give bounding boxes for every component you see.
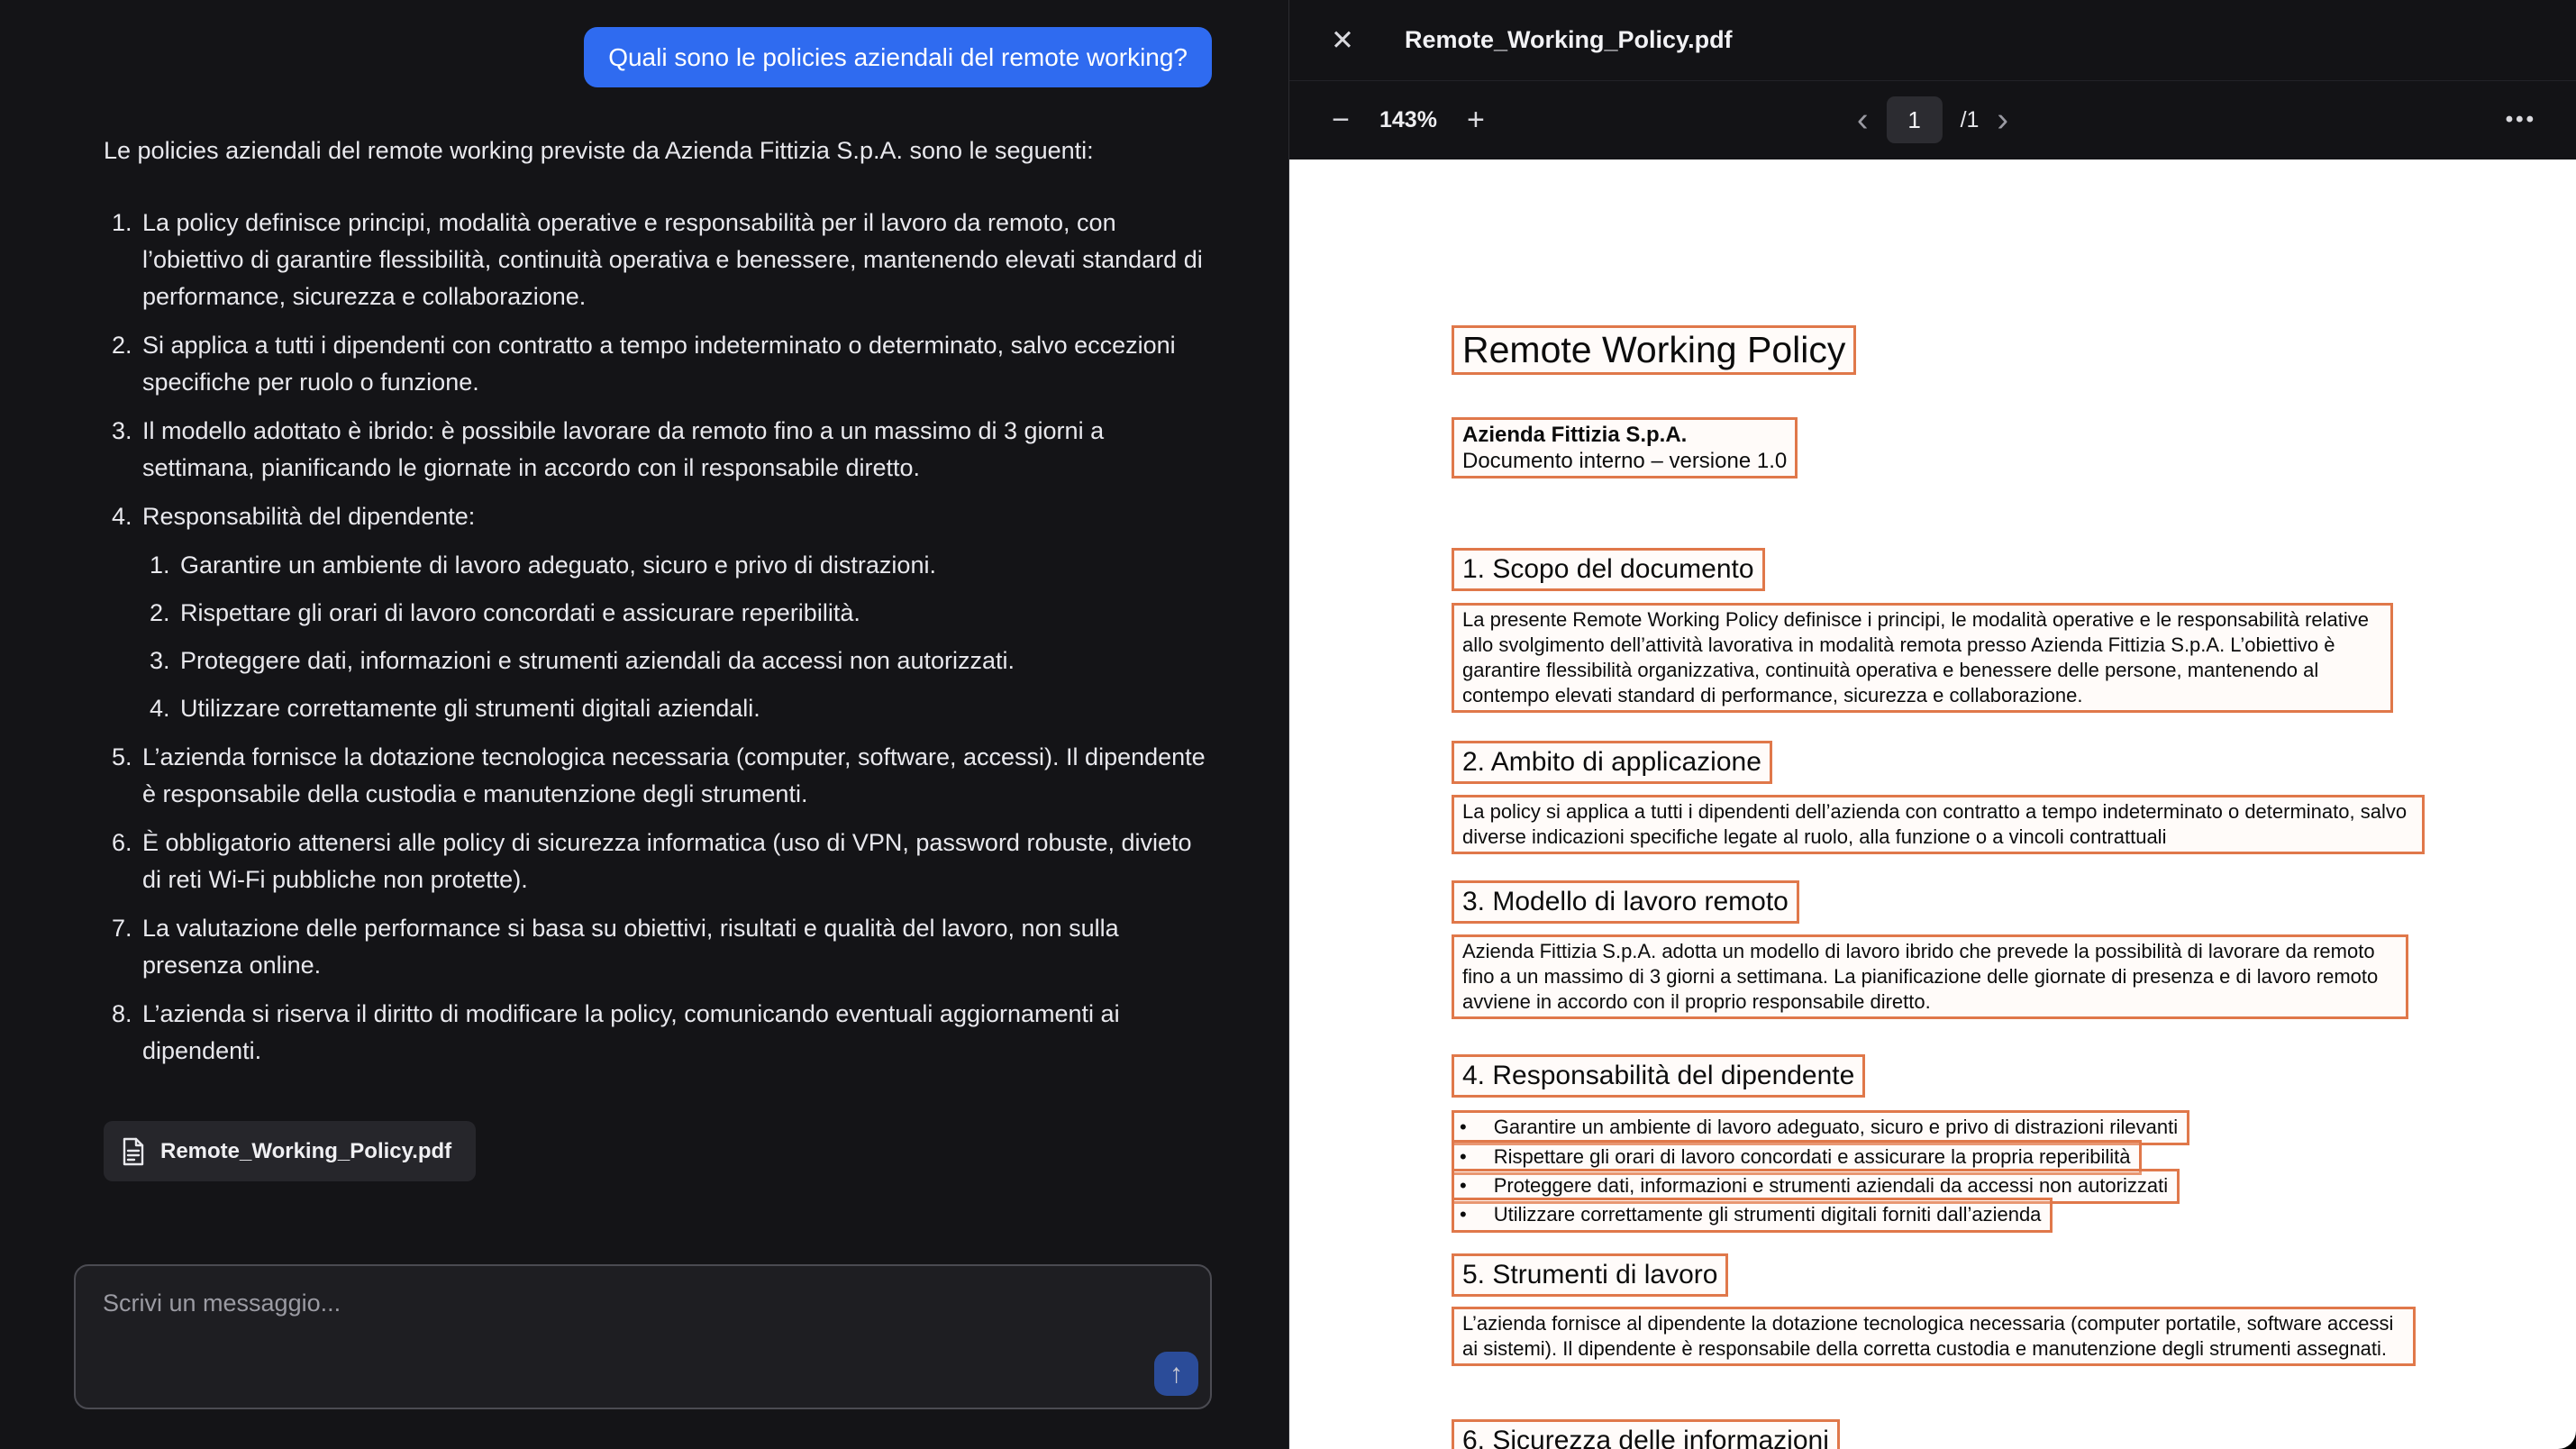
section-body: La policy si applica a tutti i dipendenti dell’azienda con contratto a tempo indeterminato o determinato, salvo diverse indicazioni specifiche legate al ruolo, alla funzione o a vincoli contrattuali xyxy=(1452,795,2425,854)
bullet-text: Garantire un ambiente di lavoro adeguato, sicuro e privo di distrazioni rilevanti xyxy=(1493,1116,2179,1138)
bullet-icon: • xyxy=(1460,1174,1467,1197)
page-number-input[interactable]: 1 xyxy=(1887,96,1943,143)
document-icon xyxy=(122,1137,145,1166)
assistant-intro: Le policies aziendali del remote working previste da Azienda Fittizia S.p.A. sono le seguenti: xyxy=(104,137,1094,164)
assistant-numbered-list xyxy=(104,205,1212,1070)
sub-list-item xyxy=(177,547,1212,584)
list-item-text: L’azienda si riserva il diritto di modificare la policy, comunicando eventuali aggiornamenti ai dipendenti. xyxy=(142,1000,1120,1064)
section-heading: 3. Modello di lavoro remoto xyxy=(1452,880,1799,924)
list-item xyxy=(139,739,1212,813)
close-button[interactable]: ✕ xyxy=(1331,24,1354,56)
arrow-up-icon: ↑ xyxy=(1170,1358,1183,1389)
sub-list-item-text: Garantire un ambiente di lavoro adeguato, sicuro e privo di distrazioni. xyxy=(180,551,936,579)
more-options-button[interactable]: ••• xyxy=(2505,107,2536,132)
bullet-icon: • xyxy=(1460,1145,1467,1168)
pdf-header xyxy=(1289,0,2576,81)
bullet-icon: • xyxy=(1460,1203,1467,1226)
attachment-filename: Remote_Working_Policy.pdf xyxy=(160,1139,452,1163)
document-title: Remote Working Policy xyxy=(1452,325,1856,375)
previous-page-button[interactable]: ‹ xyxy=(1856,101,1869,139)
section-body: L’azienda fornisce al dipendente la dotazione tecnologica necessaria (computer portatile, software accessi ai sistemi). Il dipendente è responsabile della corretta custodia e manutenzione degli strumenti assegnati. xyxy=(1452,1307,2416,1366)
list-item-text: Il modello adottato è ibrido: è possibile lavorare da remoto fino a un massimo di 3 giorni a settimana, pianificando le giornate in accordo con il responsabile diretto. xyxy=(142,417,1105,481)
sub-list-item xyxy=(177,595,1212,632)
bullet-text: Rispettare gli orari di lavoro concordati e assicurare la propria reperibilità xyxy=(1493,1145,2131,1168)
send-button[interactable] xyxy=(1154,1352,1198,1396)
zoom-level: 143% xyxy=(1379,106,1437,132)
user-message-row xyxy=(104,0,1212,87)
sub-list-item-text: Rispettare gli orari di lavoro concordati e assicurare reperibilità. xyxy=(180,599,860,626)
bullet-text: Utilizzare correttamente gli strumenti digitali forniti dall’azienda xyxy=(1493,1203,2042,1226)
zoom-out-button[interactable]: − xyxy=(1322,105,1360,135)
sub-list-item xyxy=(177,690,1212,727)
next-page-button[interactable]: › xyxy=(1997,101,2009,139)
zoom-in-button[interactable]: + xyxy=(1457,105,1495,135)
list-item-text: La valutazione delle performance si basa su obiettivi, risultati e qualità del lavoro, non sulla presenza online. xyxy=(142,915,1119,979)
list-item-text: Responsabilità del dipendente: xyxy=(142,503,476,530)
sub-list-item xyxy=(177,642,1212,679)
assistant-message xyxy=(104,132,1212,1181)
pdf-title: Remote_Working_Policy.pdf xyxy=(1404,26,1733,53)
list-item xyxy=(139,205,1212,315)
composer xyxy=(74,1264,1212,1409)
list-item xyxy=(139,498,1212,727)
document-version: Documento interno – versione 1.0 xyxy=(1462,449,1788,473)
section-heading: 6. Sicurezza delle informazioni xyxy=(1452,1419,1840,1449)
list-item xyxy=(139,996,1212,1070)
attachment-chip[interactable] xyxy=(104,1121,476,1181)
sub-list-item-text: Utilizzare correttamente gli strumenti digitali aziendali. xyxy=(180,695,760,722)
section-body: La presente Remote Working Policy definisce i principi, le modalità operative e le responsabilità relative allo svolgimento dell’attività lavorativa in modalità remota presso Azienda Fittizia S.p.A. L’obiettivo è garantire flessibilità organizzativa, continuità operativa e benessere delle persone, mantenendo al contempo elevati standard di performance, sicurezza e collaborazione. xyxy=(1452,603,2393,713)
list-item-text: È obbligatorio attenersi alle policy di sicurezza informatica (uso di VPN, password robuste, divieto di reti Wi-Fi pubbliche non protette). xyxy=(142,829,1192,893)
page-controls xyxy=(1857,96,2008,143)
list-item-text: L’azienda fornisce la dotazione tecnologica necessaria (computer, software, accessi). Il dipendente è responsabile della custodia e manutenzione degli strumenti. xyxy=(142,743,1206,807)
bullet-text: Proteggere dati, informazioni e strumenti aziendali da accessi non autorizzati xyxy=(1493,1174,2169,1197)
document-meta xyxy=(1452,417,1798,478)
bullet-item xyxy=(1452,1198,2053,1233)
message-input[interactable] xyxy=(76,1266,1210,1408)
list-item xyxy=(139,327,1212,401)
list-item xyxy=(139,413,1212,487)
pdf-toolbar xyxy=(1289,81,2576,159)
section-heading: 2. Ambito di applicazione xyxy=(1452,741,1772,784)
page-total: /1 xyxy=(1960,106,1980,132)
section-heading: 5. Strumenti di lavoro xyxy=(1452,1253,1728,1297)
sub-list-item-text: Proteggere dati, informazioni e strumenti aziendali da accessi non autorizzati. xyxy=(180,647,1015,674)
assistant-sub-list xyxy=(142,547,1212,727)
section-body: Azienda Fittizia S.p.A. adotta un modello di lavoro ibrido che prevede la possibilità di lavorare da remoto fino a un massimo di 3 giorni a settimana. La pianificazione delle giornate di presenza e di lavoro remoto avviene in accordo con il proprio responsabile diretto. xyxy=(1452,934,2408,1019)
list-item xyxy=(139,825,1212,898)
zoom-controls xyxy=(1322,105,1495,135)
section-heading: 4. Responsabilità del dipendente xyxy=(1452,1054,1865,1098)
user-message-bubble: Quali sono le policies aziendali del remote working? xyxy=(584,27,1212,87)
list-item xyxy=(139,910,1212,984)
list-item-text: La policy definisce principi, modalità operative e responsabilità per il lavoro da remoto, con l’obiettivo di garantire flessibilità, continuità operativa e benessere, mantenendo elevati standard di performance, sicurezza e collaborazione. xyxy=(142,209,1203,310)
list-item-text: Si applica a tutti i dipendenti con contratto a tempo indeterminato o determinato, salvo eccezioni specifiche per ruolo o funzione. xyxy=(142,332,1176,396)
pdf-page[interactable] xyxy=(1289,159,2576,1449)
section-heading: 1. Scopo del documento xyxy=(1452,548,1765,591)
pdf-viewer-panel xyxy=(1288,0,2576,1449)
bullet-icon: • xyxy=(1460,1116,1467,1138)
company-name: Azienda Fittizia S.p.A. xyxy=(1462,423,1688,447)
